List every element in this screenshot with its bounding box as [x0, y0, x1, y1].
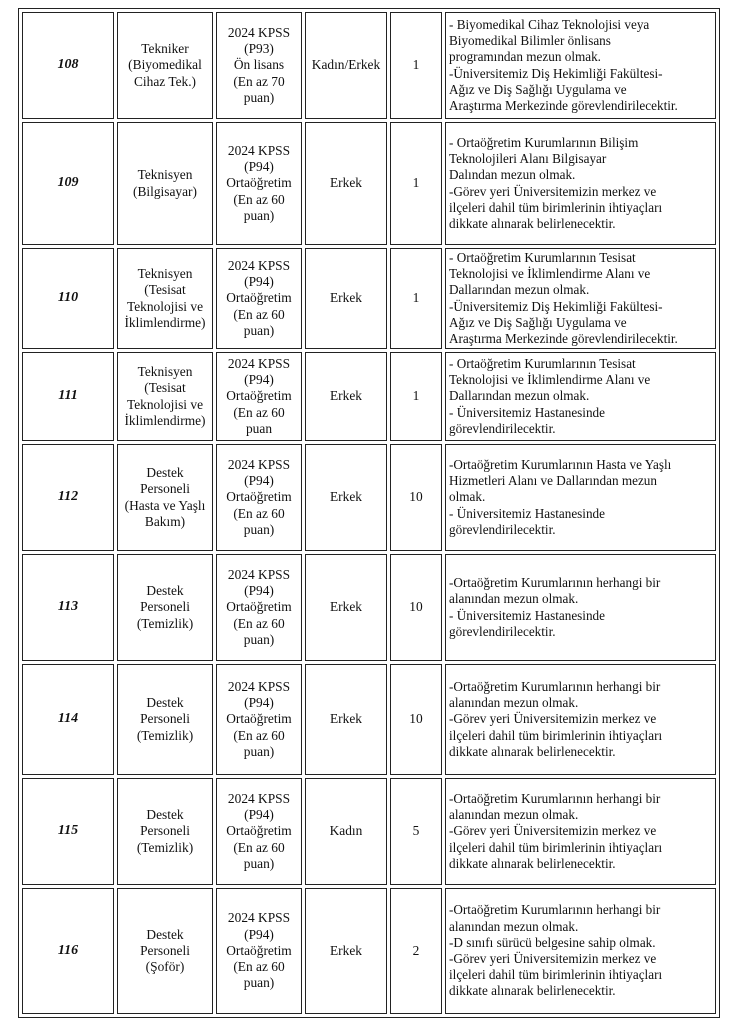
position-line: (Temizlik) [136, 615, 194, 631]
score-line: 2024 KPSS [227, 566, 291, 582]
position-cell [117, 664, 213, 775]
score-line: (En az 60 [233, 404, 285, 420]
position-line: Destek [146, 926, 184, 942]
score-line: (P94) [244, 926, 274, 942]
row-number-cell: 108 [22, 12, 114, 119]
score-cell [216, 554, 302, 661]
position-line: İklimlendirme) [124, 412, 206, 428]
description-line: -Görev yeri Üniversitemizin merkez ve [449, 823, 657, 839]
score-line: (P94) [244, 583, 274, 599]
gender-cell: Erkek [305, 664, 387, 775]
description-line: Araştırma Merkezinde görevlendirilecektir. [449, 330, 678, 346]
count-cell: 1 [390, 248, 442, 349]
score-line: 2024 KPSS [227, 257, 291, 273]
description-line: ilçeleri dahil tüm birimlerinin ihtiyaçları [449, 967, 663, 983]
description-line: Teknolojileri Alanı Bilgisayar [449, 151, 607, 167]
description-line: alanından mezun olmak. [449, 695, 579, 711]
position-cell [117, 554, 213, 661]
description-line: -Ortaöğretim Kurumlarının herhangi bir [449, 902, 661, 918]
gender-cell: Erkek [305, 888, 387, 1014]
position-line: Personeli [140, 823, 190, 839]
position-line: İklimlendirme) [124, 314, 206, 330]
description-line: alanından mezun olmak. [449, 591, 579, 607]
score-cell [216, 12, 302, 119]
count-cell: 2 [390, 888, 442, 1014]
score-line: (P94) [244, 695, 274, 711]
row-number-cell: 111 [22, 352, 114, 441]
count-cell: 10 [390, 444, 442, 551]
table-row [22, 12, 716, 119]
score-line: (P94) [244, 372, 274, 388]
description-line: -Üniversitemiz Diş Hekimliği Fakültesi- [449, 65, 663, 81]
position-line: Destek [146, 695, 184, 711]
description-line: Teknolojisi ve İklimlendirme Alanı ve [449, 372, 651, 388]
score-line: 2024 KPSS [227, 355, 291, 371]
description-cell [445, 554, 716, 661]
description-line: olmak. [449, 489, 486, 505]
description-line: Araştırma Merkezinde görevlendirilecektir. [449, 97, 678, 113]
score-line: 2024 KPSS [227, 910, 291, 926]
description-line: dikkate alınarak belirlenecektir. [449, 855, 616, 871]
position-cell [117, 888, 213, 1014]
description-line: Dallarından mezun olmak. [449, 282, 590, 298]
count-cell: 1 [390, 12, 442, 119]
position-line: Teknisyen [137, 266, 193, 282]
description-line: -Ortaöğretim Kurumlarının herhangi bir [449, 575, 661, 591]
score-line: (En az 70 [233, 73, 285, 89]
position-line: Personeli [140, 481, 190, 497]
position-line: Bakım) [144, 513, 186, 529]
description-line: Dalından mezun olmak. [449, 167, 576, 183]
description-line: dikkate alınarak belirlenecektir. [449, 743, 616, 759]
row-number-cell: 109 [22, 122, 114, 245]
gender-cell: Erkek [305, 554, 387, 661]
score-line: (P94) [244, 807, 274, 823]
score-line: puan) [243, 975, 275, 991]
position-line: (Tesisat [144, 282, 186, 298]
description-cell [445, 444, 716, 551]
score-line: (P94) [244, 274, 274, 290]
description-cell [445, 12, 716, 119]
score-line: (En az 60 [233, 839, 285, 855]
description-line: -Üniversitemiz Diş Hekimliği Fakültesi- [449, 298, 663, 314]
position-line: Cihaz Tek.) [133, 73, 197, 89]
score-line: 2024 KPSS [227, 456, 291, 472]
description-line: ilçeleri dahil tüm birimlerinin ihtiyaçları [449, 727, 663, 743]
score-cell [216, 352, 302, 441]
score-line: puan [245, 420, 273, 436]
description-line: - Üniversitemiz Hastanesinde [449, 607, 606, 623]
table-row [22, 352, 716, 441]
score-line: Ortaöğretim [226, 711, 292, 727]
description-line: -Ortaöğretim Kurumlarının Hasta ve Yaşlı [449, 456, 672, 472]
position-cell [117, 12, 213, 119]
score-line: 2024 KPSS [227, 678, 291, 694]
position-line: (Hasta ve Yaşlı [124, 497, 206, 513]
gender-cell: Erkek [305, 248, 387, 349]
description-line: -Görev yeri Üniversitemizin merkez ve [449, 183, 657, 199]
table-row [22, 778, 716, 885]
row-number-cell: 116 [22, 888, 114, 1014]
score-cell [216, 664, 302, 775]
score-cell [216, 778, 302, 885]
score-cell [216, 444, 302, 551]
table-row [22, 664, 716, 775]
score-line: Ortaöğretim [226, 290, 292, 306]
description-line: görevlendirilecektir. [449, 420, 556, 436]
position-cell [117, 352, 213, 441]
score-line: Ortaöğretim [226, 175, 292, 191]
score-line: puan) [243, 207, 275, 223]
row-number-cell: 115 [22, 778, 114, 885]
description-line: görevlendirilecektir. [449, 623, 556, 639]
gender-cell: Kadın/Erkek [305, 12, 387, 119]
row-number-cell: 113 [22, 554, 114, 661]
score-line: (P94) [244, 473, 274, 489]
score-line: (En az 60 [233, 191, 285, 207]
description-line: -Ortaöğretim Kurumlarının herhangi bir [449, 790, 661, 806]
score-line: puan) [243, 322, 275, 338]
position-line: (Temizlik) [136, 839, 194, 855]
positions-table [18, 8, 720, 1018]
description-line: alanından mezun olmak. [449, 807, 579, 823]
position-line: Personeli [140, 711, 190, 727]
position-cell [117, 248, 213, 349]
description-line: -Görev yeri Üniversitemizin merkez ve [449, 951, 657, 966]
position-line: Teknisyen [137, 167, 193, 183]
description-cell [445, 888, 716, 1014]
score-line: puan) [243, 521, 275, 537]
description-line: Hizmetleri Alanı ve Dallarından mezun [449, 473, 657, 489]
score-line: Ortaöğretim [226, 388, 292, 404]
row-number-cell: 110 [22, 248, 114, 349]
gender-cell: Erkek [305, 352, 387, 441]
score-line: puan) [243, 89, 275, 105]
score-line: Ortaöğretim [226, 489, 292, 505]
positions-table-body [22, 12, 716, 1014]
description-line: ilçeleri dahil tüm birimlerinin ihtiyaçları [449, 839, 663, 855]
score-line: 2024 KPSS [227, 790, 291, 806]
position-line: (Tesisat [144, 380, 186, 396]
score-line: Ortaöğretim [226, 942, 292, 958]
position-line: Tekniker [141, 41, 189, 57]
position-line: Destek [146, 465, 184, 481]
position-line: (Şoför) [145, 959, 185, 975]
position-line: Teknisyen [137, 364, 193, 380]
description-line: - Ortaöğretim Kurumlarının Tesisat [449, 355, 636, 371]
score-line: (En az 60 [233, 727, 285, 743]
description-line: görevlendirilecektir. [449, 521, 556, 537]
row-number-cell: 114 [22, 664, 114, 775]
score-line: (En az 60 [233, 615, 285, 631]
score-line: Ortaöğretim [226, 599, 292, 615]
position-cell [117, 444, 213, 551]
position-line: Teknolojisi ve [126, 298, 204, 314]
table-row [22, 554, 716, 661]
score-line: (P94) [244, 159, 274, 175]
table-row [22, 888, 716, 1014]
score-line: (P93) [244, 41, 274, 57]
position-line: Personeli [140, 942, 190, 958]
position-cell [117, 778, 213, 885]
position-line: Destek [146, 807, 184, 823]
position-line: (Bilgisayar) [133, 183, 197, 199]
position-line: (Biyomedikal [128, 57, 202, 73]
position-line: Teknolojisi ve [126, 396, 204, 412]
count-cell: 1 [390, 122, 442, 245]
score-line: 2024 KPSS [227, 24, 291, 40]
description-line: Ağız ve Diş Sağlığı Uygulama ve [449, 314, 627, 330]
description-cell [445, 352, 716, 441]
description-line: Ağız ve Diş Sağlığı Uygulama ve [449, 81, 627, 97]
description-line: -D sınıfı sürücü belgesine sahip olmak. [449, 934, 656, 950]
position-line: (Temizlik) [136, 727, 194, 743]
score-line: Ön lisans [233, 57, 285, 73]
description-line: dikkate alınarak belirlenecektir. [449, 215, 616, 231]
count-cell: 10 [390, 554, 442, 661]
description-line: - Biyomedikal Cihaz Teknolojisi veya [449, 16, 650, 32]
position-line: Destek [146, 583, 184, 599]
score-line: (En az 60 [233, 306, 285, 322]
score-cell [216, 888, 302, 1014]
gender-cell: Kadın [305, 778, 387, 885]
gender-cell: Erkek [305, 122, 387, 245]
score-line: puan) [243, 743, 275, 759]
description-line: Teknolojisi ve İklimlendirme Alanı ve [449, 266, 651, 282]
description-line: dikkate alınarak belirlenecektir. [449, 983, 616, 999]
description-cell [445, 778, 716, 885]
description-line: - Üniversitemiz Hastanesinde [449, 404, 606, 420]
position-cell [117, 122, 213, 245]
description-cell [445, 664, 716, 775]
table-row [22, 248, 716, 349]
count-cell: 10 [390, 664, 442, 775]
count-cell: 5 [390, 778, 442, 885]
score-line: 2024 KPSS [227, 142, 291, 158]
score-cell [216, 248, 302, 349]
description-line: -Ortaöğretim Kurumlarının herhangi bir [449, 678, 661, 694]
position-line: Personeli [140, 599, 190, 615]
score-line: (En az 60 [233, 959, 285, 975]
description-line: programından mezun olmak. [449, 49, 601, 65]
description-line: Biyomedikal Bilimler önlisans [449, 33, 611, 49]
count-cell: 1 [390, 352, 442, 441]
description-line: ilçeleri dahil tüm birimlerinin ihtiyaçları [449, 199, 663, 215]
description-cell [445, 248, 716, 349]
gender-cell: Erkek [305, 444, 387, 551]
description-line: Dallarından mezun olmak. [449, 388, 590, 404]
score-cell [216, 122, 302, 245]
score-line: (En az 60 [233, 505, 285, 521]
row-number-cell: 112 [22, 444, 114, 551]
description-cell [445, 122, 716, 245]
table-row [22, 444, 716, 551]
score-line: puan) [243, 855, 275, 871]
table-row [22, 122, 716, 245]
description-line: - Ortaöğretim Kurumlarının Bilişim [449, 134, 639, 150]
score-line: Ortaöğretim [226, 823, 292, 839]
description-line: -Görev yeri Üniversitemizin merkez ve [449, 711, 657, 727]
score-line: puan) [243, 631, 275, 647]
description-line: alanından mezun olmak. [449, 918, 579, 934]
description-line: - Ortaöğretim Kurumlarının Tesisat [449, 249, 636, 265]
description-line: - Üniversitemiz Hastanesinde [449, 505, 606, 521]
